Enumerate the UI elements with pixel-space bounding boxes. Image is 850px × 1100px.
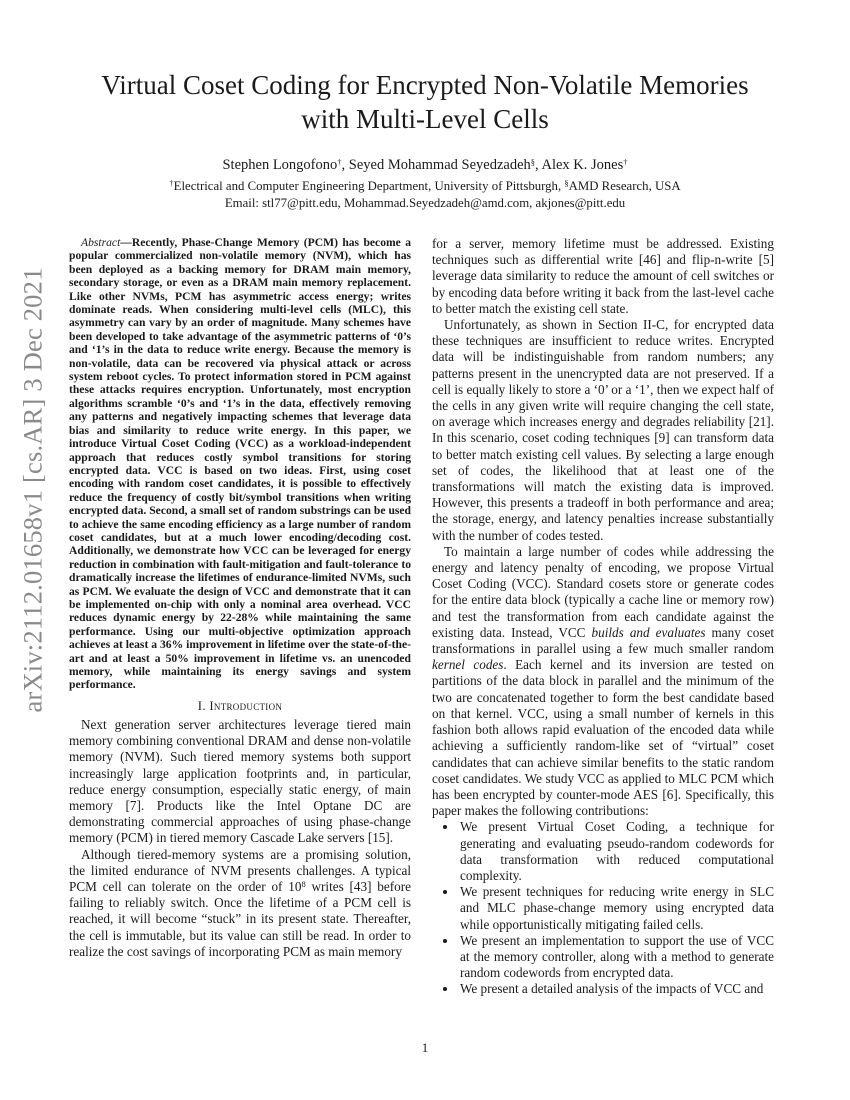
intro-paragraph-4-part-b: many coset transformations in parallel using a few much smaller random: [432, 624, 775, 657]
author-name: Alex K. Jones: [541, 157, 624, 173]
section-number: I.: [197, 698, 210, 713]
paper-title: [60, 68, 790, 136]
exponent-power: 8: [301, 878, 306, 889]
intro-paragraph-4-part-a: To maintain a large number of codes while addressing the energy and latency penalty of encoding, we propose Virtual Coset Coding (VCC). Standard cosets store or generate codes for the entire data block (typically a cache line or memory row) and test the transformation from each candidate against the existing data. Instead, VCC: [432, 543, 774, 640]
page-number: 1: [421, 1040, 429, 1055]
right-column: [432, 236, 774, 998]
title-line-1: Virtual Coset Coding for Encrypted Non-Volatile Memories: [101, 70, 749, 100]
intro-paragraph-3: Unfortunately, as shown in Section II-C, for encrypted data these techniques are insufficient to reduce writes. Encrypted data will be indistinguishable from random numbers; any patterns present in the unencrypted data are not preserved. If a cell is equally likely to store a ‘0’ or a ‘1’, then we expect half of the cells in any given write will require changing the cell state, on average which increases energy and degrades reliability [21]. In this scenario, coset coding techniques [9] can transform data to better match existing cell values. By selecting a large enough set of codes, the likelihood that at least one of the transformations will match the existing data is improved. However, this presents a tradeoff in both performance and area; the storage, energy, and latency penalties increase substantially with the number of codes tested.: [432, 317, 774, 543]
author-emails: Email: stl77@pitt.edu, Mohammad.Seyedzadeh@amd.com, akjones@pitt.edu: [224, 196, 626, 210]
affiliation-mark: †: [169, 177, 174, 188]
intro-paragraph-1: Next generation server architectures leverage tiered main memory combining conventional DRAM and dense non-volatile memory (NVM). Such tiered memory systems both support increasingly large application footprints and, in particular, reduce energy consumption, especially static energy, of main memory [7]. Products like the Intel Optane DC are demonstrating commercial approaches of using phase-change memory (PCM) in tiered memory Cascade Lake servers [15].: [69, 717, 411, 846]
abstract-text: —Recently, Phase-Change Memory (PCM) has become a popular commercialized non-volatile memory (NVM), which has been deployed as a backing memory for DRAM main memory, secondary storage, or even as a DRAM main memory replacement. Like other NVMs, PCM has asymmetric access energy; writes dominate reads. When considering multi-level cells (MLC), this asymmetry can vary by an order of magnitude. Many schemes have been developed to take advantage of the asymmetric patterns of ‘0’s and ‘1’s in the data to reduce write energy. Because the memory is non-volatile, data can be recovered via physical attack or across system reboot cycles. To protect information stored in PCM against these attacks requires encryption. Unfortunately, most encryption algorithms scramble ‘0’s and ‘1’s in the data, effectively removing any patterns and negatively impacting schemes that leverage data bias and similarity to reduce write energy. In this paper, we introduce Virtual Coset Coding (VCC) as a workload-independent approach that reduces costly symbol transitions for storing encrypted data. VCC is based on two ideas. First, using coset encoding with random coset candidates, it is possible to effectively reduce the frequency of costly bit/symbol transitions when writing encrypted data. Second, a small set of random substrings can be used to achieve the same encoding efficiency as a large number of random coset candidates, but at a much lower encoding/decoding cost. Additionally, we demonstrate how VCC can be leveraged for energy reduction in combination with fault-mitigation and fault-tolerance to dramatically increase the lifetimes of endurance-limited NVMs, such as PCM. We evaluate the design of VCC and demonstrate that it can be implemented on-chip with only a nominal area overhead. VCC reduces dynamic energy by 22-28% while maintaining the same performance. Using our multi-objective optimization approach achieves at least a 36% improvement in lifetime over the state-of-the-art and at least a 50% improvement in lifetime vs. an unencoded memory, while maintaining its energy savings and system performance.: [69, 236, 411, 692]
intro-paragraph-4-part-c: . Each kernel and its inversion are tested on partitions of the data block in parallel and the minimum of the two are concatenated together to form the best candidate based on that kernel. VCC, using a small number of kernels in this fashion both allows rapid evaluation of the encoded data while achieving a sufficiently random-like set of “virtual” coset candidates that can achieve similar benefits to the static random coset candidates. We study VCC as applied to MLC PCM which has been encrypted by counter-mode AES [6]. Specifically, this paper makes the following contributions:: [432, 657, 774, 819]
abstract: [69, 236, 411, 692]
intro-paragraph-2: [69, 847, 411, 960]
author-separator: ,: [535, 157, 542, 173]
left-column: [69, 236, 411, 960]
intro-paragraph-2-start: Although tiered-memory systems are a promising solution, the limited endurance of NVM presents challenges. A typical PCM cell can tolerate on the order of: [69, 846, 411, 895]
affiliation-pitt: Electrical and Computer Engineering Department, University of Pittsburgh,: [173, 179, 565, 193]
title-line-2: with Multi-Level Cells: [301, 104, 549, 134]
emphasis-kernel-codes: kernel codes: [432, 657, 504, 673]
intro-paragraph-2-continued: for a server, memory lifetime must be addressed. Existing techniques such as differential write [46] and flip-n-write [5] leverage data similarity to reduce the amount of cell switches or by encoding data before writing it back from the last-level cache to better match the existing cell state.: [432, 236, 774, 316]
intro-paragraph-2-end: writes [43] before failing to reliably switch. Once the lifetime of a PCM cell is reached, it will become “stuck” in its present state. Thereafter, the cell is immutable, but its value can still be read. In order to realize the cost savings of incorporating PCM as main memory: [69, 879, 411, 959]
emphasis-builds-evaluates: builds and evaluates: [591, 624, 706, 640]
contribution-item: • We present an implementation to support the use of VCC at the memory controller, along with a method to generate random codewords from encrypted data.: [458, 933, 774, 982]
section-title: Introduction: [209, 698, 283, 713]
affiliation-amd: AMD Research, USA: [568, 179, 681, 193]
author-mark: †: [623, 156, 628, 167]
author-mark: †: [337, 156, 342, 167]
contribution-item: • We present Virtual Coset Coding, a technique for generating and evaluating pseudo-random codewords for data transformation with reduced computational complexity.: [458, 819, 774, 884]
intro-paragraph-4: [432, 544, 774, 819]
abstract-label: Abstract: [81, 236, 121, 249]
contributions-list: [432, 819, 774, 997]
author-name: Seyed Mohammad Seyedzadeh: [348, 157, 531, 173]
author-mark: §: [530, 156, 536, 167]
arxiv-sidebar: [8, 267, 58, 713]
contribution-item: • We present a detailed analysis of the impacts of VCC and: [458, 981, 774, 997]
affiliation-mark: §: [564, 177, 569, 188]
section-heading-introduction: [69, 698, 411, 714]
author-list: [60, 156, 790, 175]
arxiv-identifier: arXiv:2112.01658v1 [cs.AR] 3 Dec 2021: [17, 267, 48, 713]
author-affiliations: [60, 178, 790, 194]
exponent-base: 10: [288, 879, 302, 895]
contribution-item: • We present techniques for reducing write energy in SLC and MLC phase-change memory using encrypted data while opportunistically mitigating failed cells.: [458, 884, 774, 933]
author-name: Stephen Longofono: [222, 157, 338, 173]
author-separator: ,: [341, 157, 349, 173]
